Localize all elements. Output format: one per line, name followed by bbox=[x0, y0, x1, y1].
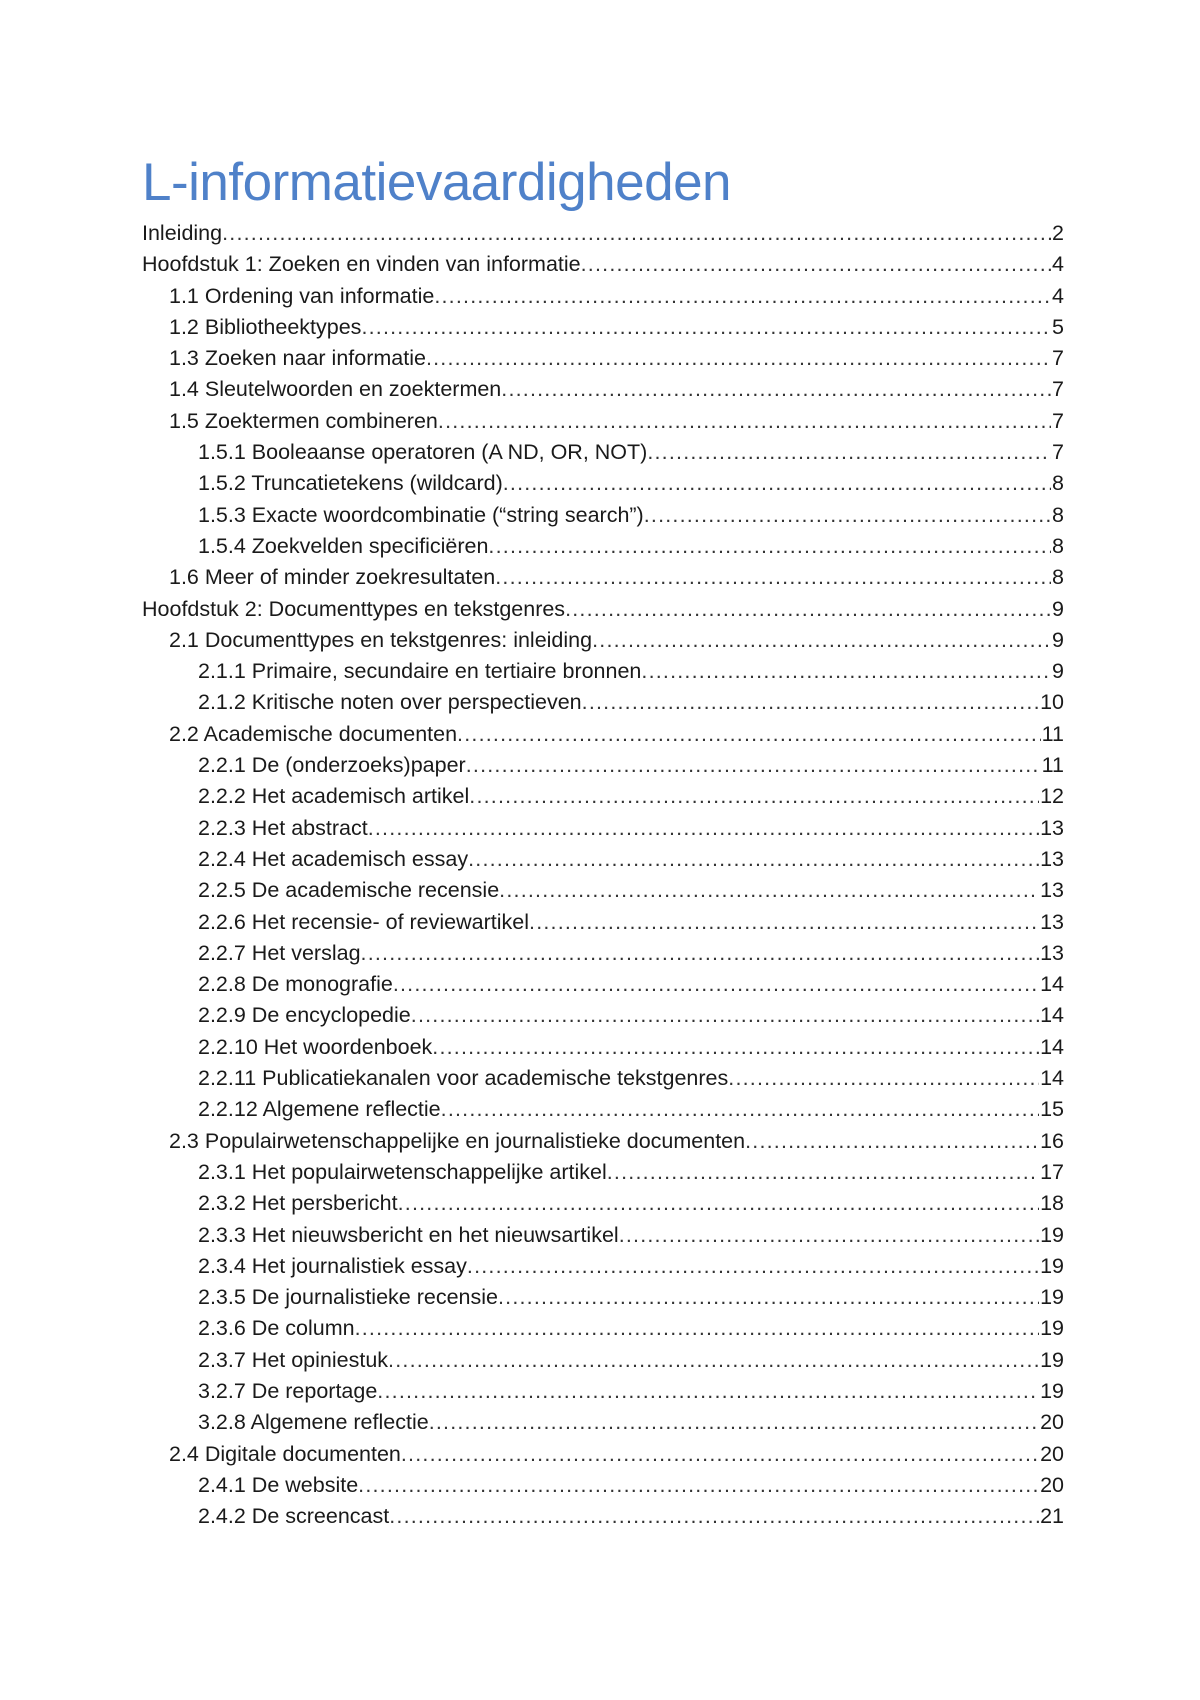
toc-entry-label: 1.5.3 Exacte woordcombinatie (“string search”) bbox=[198, 502, 644, 527]
toc-entry-page-number: 8 bbox=[1052, 565, 1064, 590]
toc-entry-page-number: 13 bbox=[1040, 909, 1064, 934]
toc-entry-page-number: 9 bbox=[1052, 627, 1064, 652]
toc-entry-page-number: 13 bbox=[1040, 878, 1064, 903]
toc-entry[interactable] bbox=[142, 374, 1064, 405]
toc-entry-label: 2.4.1 De website bbox=[198, 1472, 359, 1497]
toc-dot-leader bbox=[457, 719, 1041, 750]
toc-entry[interactable] bbox=[142, 1345, 1064, 1376]
toc-entry-label: 2.3.3 Het nieuwsbericht en het nieuwsartikel bbox=[198, 1222, 619, 1247]
toc-entry[interactable] bbox=[142, 218, 1064, 249]
toc-dot-leader bbox=[647, 437, 1051, 468]
toc-dot-leader bbox=[501, 374, 1051, 405]
toc-entry[interactable] bbox=[142, 500, 1064, 531]
toc-entry[interactable] bbox=[142, 1188, 1064, 1219]
toc-dot-leader bbox=[368, 813, 1039, 844]
toc-dot-leader bbox=[466, 750, 1041, 781]
toc-dot-leader bbox=[355, 1313, 1040, 1344]
toc-entry-page-number: 19 bbox=[1040, 1253, 1064, 1278]
toc-dot-leader bbox=[728, 1063, 1039, 1094]
toc-entry-page-number: 20 bbox=[1040, 1441, 1064, 1466]
toc-entry[interactable] bbox=[142, 1282, 1064, 1313]
toc-dot-leader bbox=[426, 343, 1051, 374]
toc-dot-leader bbox=[432, 1032, 1039, 1063]
toc-dot-leader bbox=[469, 781, 1039, 812]
toc-entry-label: 1.5.1 Booleaanse operatoren (A ND, OR, NOT) bbox=[198, 440, 648, 465]
toc-entry-label: 2.2.11 Publicatiekanalen voor academische tekstgenres bbox=[198, 1066, 729, 1091]
toc-dot-leader bbox=[619, 1220, 1039, 1251]
toc-entry-label: 2.3.5 De journalistieke recensie bbox=[198, 1285, 498, 1310]
toc-dot-leader bbox=[529, 907, 1039, 938]
toc-dot-leader bbox=[398, 1188, 1039, 1219]
toc-entry-label: 2.2.1 De (onderzoeks)paper bbox=[198, 753, 466, 778]
toc-entry-page-number: 9 bbox=[1052, 596, 1064, 621]
toc-entry[interactable] bbox=[142, 1251, 1064, 1282]
toc-entry-page-number: 14 bbox=[1040, 1003, 1064, 1028]
toc-dot-leader bbox=[377, 1376, 1039, 1407]
toc-entry-label: 2.2.3 Het abstract bbox=[198, 815, 368, 840]
toc-dot-leader bbox=[361, 938, 1040, 969]
toc-entry-page-number: 19 bbox=[1040, 1222, 1064, 1247]
toc-dot-leader bbox=[389, 1501, 1039, 1532]
toc-entry-label: 1.6 Meer of minder zoekresultaten bbox=[169, 565, 496, 590]
toc-entry-label: 3.2.8 Algemene reflectie bbox=[198, 1410, 429, 1435]
toc-dot-leader bbox=[581, 249, 1051, 280]
toc-entry[interactable] bbox=[142, 719, 1064, 750]
toc-entry-page-number: 19 bbox=[1040, 1285, 1064, 1310]
toc-entry-label: 2.3.7 Het opiniestuk bbox=[198, 1347, 389, 1372]
toc-entry[interactable] bbox=[142, 1000, 1064, 1031]
toc-entry[interactable] bbox=[142, 907, 1064, 938]
toc-entry[interactable] bbox=[142, 813, 1064, 844]
toc-entry[interactable] bbox=[142, 594, 1064, 625]
toc-entry[interactable] bbox=[142, 281, 1064, 312]
toc-entry-label: 2.2.10 Het woordenboek bbox=[198, 1034, 433, 1059]
toc-entry[interactable] bbox=[142, 1094, 1064, 1125]
toc-dot-leader bbox=[565, 594, 1051, 625]
toc-entry-label: 2.2.4 Het academisch essay bbox=[198, 846, 469, 871]
toc-entry[interactable] bbox=[142, 1220, 1064, 1251]
toc-entry-page-number: 17 bbox=[1040, 1159, 1064, 1184]
toc-dot-leader bbox=[411, 1000, 1039, 1031]
toc-entry-label: 2.2.9 De encyclopedie bbox=[198, 1003, 411, 1028]
toc-entry-page-number: 13 bbox=[1040, 815, 1064, 840]
toc-entry-page-number: 20 bbox=[1040, 1472, 1064, 1497]
toc-entry[interactable] bbox=[142, 531, 1064, 562]
toc-entry-page-number: 15 bbox=[1040, 1097, 1064, 1122]
toc-entry[interactable] bbox=[142, 249, 1064, 280]
toc-entry-label: 1.1 Ordening van informatie bbox=[169, 283, 435, 308]
toc-entry[interactable] bbox=[142, 1376, 1064, 1407]
toc-entry[interactable] bbox=[142, 750, 1064, 781]
toc-entry[interactable] bbox=[142, 1313, 1064, 1344]
toc-entry-label: 1.4 Sleutelwoorden en zoektermen bbox=[169, 377, 502, 402]
toc-entry-label: 2.4.2 De screencast bbox=[198, 1504, 390, 1529]
toc-entry[interactable] bbox=[142, 1157, 1064, 1188]
toc-entry-label: Hoofdstuk 2: Documenttypes en tekstgenres bbox=[142, 596, 566, 621]
toc-dot-leader bbox=[745, 1126, 1039, 1157]
toc-entry-label: 2.2.8 De monografie bbox=[198, 972, 393, 997]
toc-entry-page-number: 10 bbox=[1040, 690, 1064, 715]
toc-dot-leader bbox=[582, 687, 1039, 718]
toc-entry[interactable] bbox=[142, 1407, 1064, 1438]
toc-dot-leader bbox=[441, 1094, 1039, 1125]
toc-entry-label: 2.1.2 Kritische noten over perspectieven bbox=[198, 690, 582, 715]
toc-entry-label: 1.5.4 Zoekvelden specificiëren bbox=[198, 533, 489, 558]
toc-entry[interactable] bbox=[142, 844, 1064, 875]
toc-entry-page-number: 16 bbox=[1040, 1128, 1064, 1153]
toc-entry-label: 2.2.6 Het recensie- of reviewartikel bbox=[198, 909, 530, 934]
toc-entry-label: 2.1.1 Primaire, secundaire en tertiaire bronnen bbox=[198, 659, 642, 684]
toc-dot-leader bbox=[488, 531, 1051, 562]
toc-entry-page-number: 9 bbox=[1052, 659, 1064, 684]
toc-entry-label: Inleiding bbox=[142, 221, 223, 245]
toc-entry[interactable] bbox=[142, 938, 1064, 969]
toc-dot-leader bbox=[429, 1407, 1039, 1438]
toc-entry-page-number: 7 bbox=[1052, 408, 1064, 433]
toc-entry-page-number: 4 bbox=[1052, 252, 1064, 277]
toc-entry[interactable] bbox=[142, 1470, 1064, 1501]
toc-entry-label: 1.3 Zoeken naar informatie bbox=[169, 346, 426, 371]
toc-entry[interactable] bbox=[142, 1063, 1064, 1094]
toc-dot-leader bbox=[393, 969, 1039, 1000]
toc-entry-page-number: 12 bbox=[1040, 784, 1064, 809]
toc-entry-page-number: 11 bbox=[1041, 721, 1064, 746]
toc-dot-leader bbox=[641, 656, 1051, 687]
toc-dot-leader bbox=[222, 218, 1051, 249]
toc-entry-page-number: 11 bbox=[1041, 753, 1064, 778]
toc-dot-leader bbox=[468, 844, 1039, 875]
toc-dot-leader bbox=[503, 468, 1051, 499]
toc-entry-page-number: 2 bbox=[1052, 221, 1064, 245]
toc-entry[interactable] bbox=[142, 1032, 1064, 1063]
toc-entry[interactable] bbox=[142, 1501, 1064, 1532]
toc-entry-label: 2.2.5 De academische recensie bbox=[198, 878, 500, 903]
toc-entry-label: 1.5 Zoektermen combineren bbox=[169, 408, 438, 433]
toc-entry-page-number: 13 bbox=[1040, 846, 1064, 871]
toc-entry-page-number: 14 bbox=[1040, 1066, 1064, 1091]
toc-entry-page-number: 19 bbox=[1040, 1316, 1064, 1341]
toc-entry-page-number: 18 bbox=[1040, 1191, 1064, 1216]
toc-entry[interactable] bbox=[142, 437, 1064, 468]
toc-entry[interactable] bbox=[142, 1126, 1064, 1157]
toc-entry-page-number: 21 bbox=[1040, 1504, 1064, 1529]
toc-entry-label: 2.3.4 Het journalistiek essay bbox=[198, 1253, 467, 1278]
toc-entry-page-number: 14 bbox=[1040, 1034, 1064, 1059]
toc-entry[interactable] bbox=[142, 687, 1064, 718]
document-title: L-informatievaardigheden bbox=[142, 153, 732, 212]
toc-entry[interactable] bbox=[142, 406, 1064, 437]
toc-entry-page-number: 19 bbox=[1040, 1347, 1064, 1372]
toc-entry-label: 2.2.2 Het academisch artikel bbox=[198, 784, 470, 809]
toc-dot-leader bbox=[361, 312, 1051, 343]
toc-entry-label: 1.5.2 Truncatietekens (wildcard) bbox=[198, 471, 503, 496]
toc-dot-leader bbox=[438, 406, 1051, 437]
toc-dot-leader bbox=[495, 562, 1051, 593]
toc-entry-label: Hoofdstuk 1: Zoeken en vinden van informatie bbox=[142, 252, 581, 277]
toc-entry-page-number: 19 bbox=[1040, 1378, 1064, 1403]
toc-dot-leader bbox=[592, 625, 1051, 656]
toc-entry-page-number: 8 bbox=[1052, 502, 1064, 527]
toc-entry[interactable] bbox=[142, 343, 1064, 374]
toc-entry[interactable] bbox=[142, 781, 1064, 812]
toc-entry[interactable] bbox=[142, 312, 1064, 343]
toc-entry[interactable] bbox=[142, 969, 1064, 1000]
toc-dot-leader bbox=[358, 1470, 1039, 1501]
document-page bbox=[142, 150, 1064, 1532]
toc-entry-page-number: 8 bbox=[1052, 471, 1064, 496]
toc-entry-label: 2.3.1 Het populairwetenschappelijke artikel bbox=[198, 1159, 607, 1184]
toc-entry-page-number: 13 bbox=[1040, 940, 1064, 965]
toc-dot-leader bbox=[467, 1251, 1039, 1282]
table-of-contents bbox=[142, 218, 1064, 1532]
toc-entry-label: 2.3.6 De column bbox=[198, 1316, 355, 1341]
toc-dot-leader bbox=[499, 875, 1039, 906]
toc-entry-label: 2.4 Digitale documenten bbox=[169, 1441, 401, 1466]
toc-entry-page-number: 7 bbox=[1052, 377, 1064, 402]
toc-entry[interactable] bbox=[142, 562, 1064, 593]
toc-entry-label: 2.1 Documenttypes en tekstgenres: inleiding bbox=[169, 627, 593, 652]
toc-entry[interactable] bbox=[142, 656, 1064, 687]
toc-entry[interactable] bbox=[142, 1439, 1064, 1470]
toc-dot-leader bbox=[607, 1157, 1039, 1188]
toc-entry-label: 2.2.12 Algemene reflectie bbox=[198, 1097, 441, 1122]
toc-entry-label: 1.2 Bibliotheektypes bbox=[169, 314, 362, 339]
toc-entry-label: 3.2.7 De reportage bbox=[198, 1378, 378, 1403]
toc-entry-page-number: 7 bbox=[1052, 346, 1064, 371]
toc-entry-page-number: 8 bbox=[1052, 533, 1064, 558]
toc-dot-leader bbox=[644, 500, 1051, 531]
toc-entry-page-number: 20 bbox=[1040, 1410, 1064, 1435]
toc-entry-label: 2.3.2 Het persbericht bbox=[198, 1191, 398, 1216]
toc-dot-leader bbox=[401, 1439, 1039, 1470]
toc-dot-leader bbox=[434, 281, 1051, 312]
toc-entry-page-number: 14 bbox=[1040, 972, 1064, 997]
toc-entry-label: 2.2 Academische documenten bbox=[169, 721, 458, 746]
toc-entry-page-number: 5 bbox=[1052, 314, 1064, 339]
toc-entry[interactable] bbox=[142, 625, 1064, 656]
toc-entry[interactable] bbox=[142, 875, 1064, 906]
toc-entry-page-number: 7 bbox=[1052, 440, 1064, 465]
toc-dot-leader bbox=[388, 1345, 1039, 1376]
toc-entry[interactable] bbox=[142, 468, 1064, 499]
toc-entry-label: 2.3 Populairwetenschappelijke en journalistieke documenten bbox=[169, 1128, 746, 1153]
toc-entry-page-number: 4 bbox=[1052, 283, 1064, 308]
toc-dot-leader bbox=[498, 1282, 1039, 1313]
toc-entry-label: 2.2.7 Het verslag bbox=[198, 940, 361, 965]
